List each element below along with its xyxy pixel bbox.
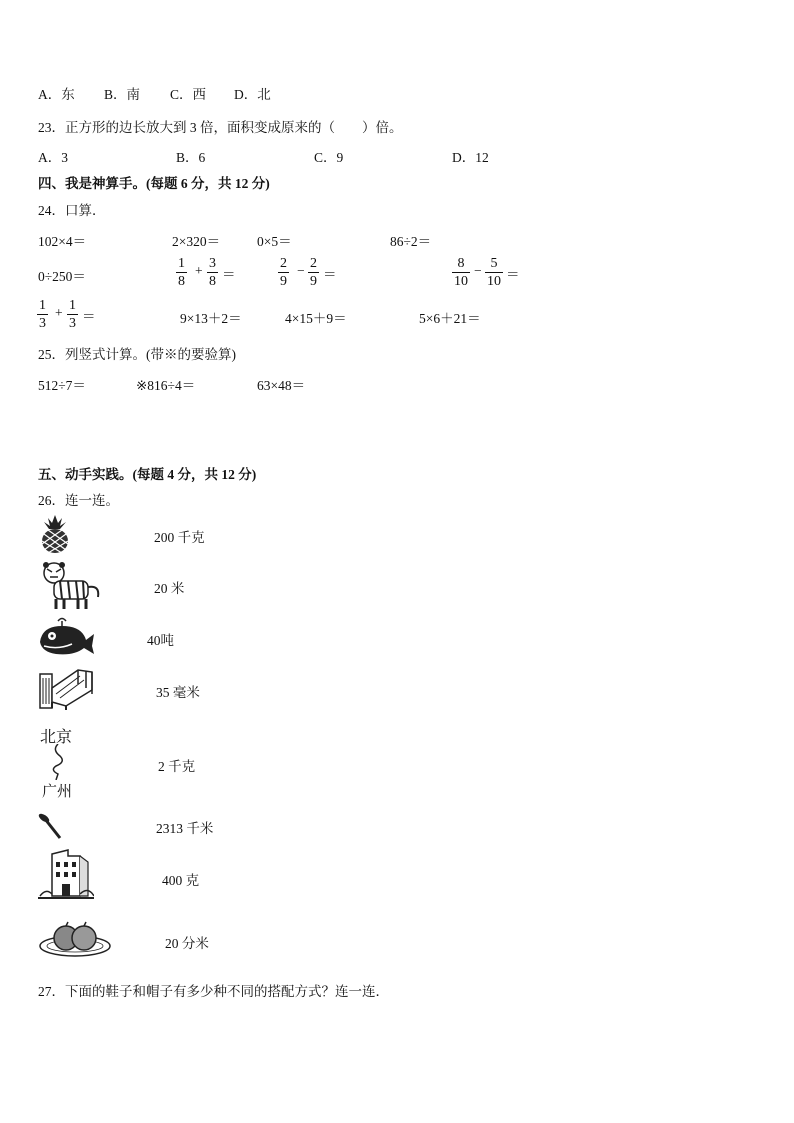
measure-4: 35 毫米	[156, 685, 200, 700]
measure-1: 200 千克	[154, 530, 205, 545]
denominator: 9	[280, 274, 287, 289]
equals: ＝	[222, 267, 236, 282]
measure-2: 20 米	[154, 581, 185, 596]
denominator: 10	[454, 274, 468, 289]
fruit-plate-picture	[38, 918, 112, 958]
q23-option-a: A．3	[38, 150, 68, 165]
q25-item-3: 63×48＝	[257, 378, 306, 393]
equals: ＝	[506, 267, 520, 282]
q23-stem: 23．正方形的边长放大到 3 倍，面积变成原来的（ ）倍。	[38, 120, 403, 135]
section4-heading: 四、我是神算手。(每题 6 分，共 12 分)	[38, 176, 270, 191]
fraction-a2	[207, 255, 218, 290]
q27-stem: 27．下面的鞋子和帽子有多少种不同的搭配方式？连一连．	[38, 984, 389, 999]
measure-3: 40吨	[147, 633, 174, 648]
measure-8: 20 分米	[165, 936, 209, 951]
q25-item-1: 512÷7＝	[38, 378, 86, 393]
q24-r1c2: 2×320＝	[172, 234, 221, 249]
measure-7: 400 克	[162, 873, 200, 888]
denominator: 9	[310, 274, 317, 289]
q24-r1c4: 86÷2＝	[390, 234, 432, 249]
section5-heading: 五、动手实践。(每题 4 分，共 12 分)	[38, 467, 257, 482]
fraction-d2	[67, 297, 78, 332]
denominator: 8	[209, 274, 216, 289]
equals: ＝	[82, 309, 96, 324]
measure-5: 2 千克	[158, 759, 196, 774]
q24-title: 24．口算．	[38, 203, 106, 218]
operator: +	[195, 263, 203, 278]
q23-option-b: B．6	[176, 150, 206, 165]
fraction-b2	[308, 255, 319, 290]
q22-option-a: A．东	[38, 87, 75, 102]
operator: −	[297, 263, 305, 278]
fraction-d1	[37, 297, 48, 332]
bed-picture	[38, 664, 94, 710]
numerator: 8	[452, 255, 470, 273]
operator: −	[474, 263, 482, 278]
measure-6: 2313 千米	[156, 821, 214, 836]
q23-option-d: D．12	[452, 150, 489, 165]
numerator: 5	[485, 255, 503, 273]
numerator: 1	[178, 256, 185, 271]
denominator: 8	[178, 274, 185, 289]
q24-r1c1: 102×4＝	[38, 234, 87, 249]
denominator: 10	[487, 274, 501, 289]
q22-option-d: D．北	[234, 87, 271, 102]
denominator: 3	[39, 316, 46, 331]
numerator: 2	[310, 256, 317, 271]
tiger-picture	[40, 561, 102, 611]
operator: +	[55, 305, 63, 320]
q24-r3c3: 4×15＋9＝	[285, 311, 347, 326]
whale-picture	[38, 616, 96, 656]
map-label-guangzhou: 广州	[42, 782, 73, 800]
q22-option-c: C．西	[170, 87, 207, 102]
numerator: 2	[280, 256, 287, 271]
q24-r3c4: 5×6＋21＝	[419, 311, 481, 326]
nail-picture	[38, 812, 64, 840]
q22-option-b: B．南	[104, 87, 141, 102]
q25-item-2: ※816÷4＝	[136, 378, 196, 393]
fraction-b1	[278, 255, 289, 290]
q26-title: 26．连一连。	[38, 493, 119, 508]
fraction-c1	[452, 255, 470, 290]
building-picture	[38, 848, 94, 900]
q24-r1c3: 0×5＝	[257, 234, 292, 249]
denominator: 3	[69, 316, 76, 331]
numerator: 1	[69, 298, 76, 313]
numerator: 3	[209, 256, 216, 271]
q25-title: 25．列竖式计算。(带※的要验算)	[38, 347, 236, 362]
map-route-picture	[40, 724, 84, 800]
fraction-c2	[485, 255, 503, 290]
pineapple-picture	[38, 514, 72, 554]
map-label-beijing: 北京	[40, 727, 73, 746]
q24-r2c1: 0÷250＝	[38, 269, 86, 284]
numerator: 1	[39, 298, 46, 313]
q24-r3c2: 9×13＋2＝	[180, 311, 242, 326]
fraction-a1	[176, 255, 187, 290]
equals: ＝	[323, 267, 337, 282]
q23-option-c: C．9	[314, 150, 344, 165]
